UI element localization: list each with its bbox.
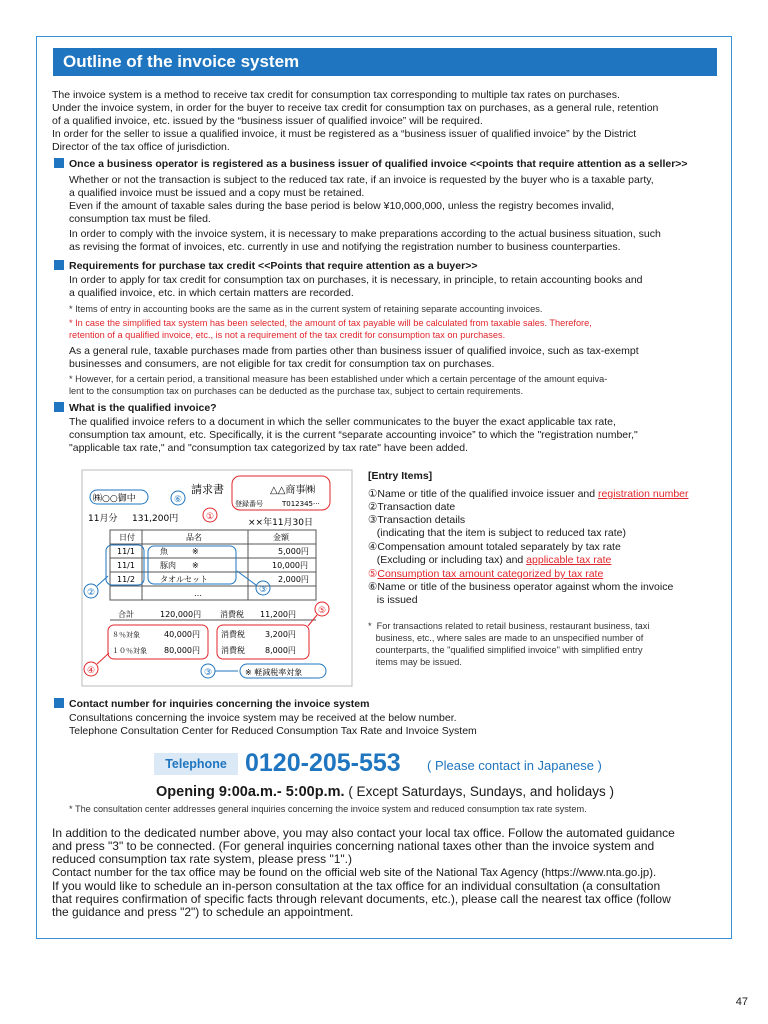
row-amount: 5,000円 — [278, 547, 309, 556]
r10-tax: 8,000円 — [265, 646, 296, 655]
telephone-number[interactable]: 0120-205-553 — [245, 749, 401, 777]
marker-3-label: ③ — [259, 585, 268, 595]
entry-item-1: ①Name or title of the qualified invoice issuer and registration number — [368, 488, 689, 500]
row-date: 11/2 — [117, 575, 135, 584]
sec2-note-red: * In case the simplified tax system has been selected, the amount of tax payable will be calculated from taxable sales. Therefore, — [69, 318, 592, 328]
telephone-label: Telephone — [154, 753, 238, 775]
row-item: タオルセット — [160, 575, 208, 584]
section-heading-qualified: What is the qualified invoice? — [54, 402, 217, 415]
contact-line: Telephone Consultation Center for Reduced Consumption Tax Rate and Invoice System — [69, 725, 477, 737]
r10-tax-label: 消費税 — [221, 646, 245, 655]
entry-note: items may be issued. — [368, 657, 462, 667]
intro-line: The invoice system is a method to receive tax credit for consumption tax corresponding to multiple tax rates on purchases. — [52, 89, 620, 101]
sum-tax: 11,200円 — [260, 610, 296, 619]
sec2-line: In order to apply for tax credit for consumption tax on purchases, it is necessary, in principle, to retain accounting books and — [69, 274, 643, 286]
closing-line: reduced consumption tax rate system, please press "1".) — [52, 852, 352, 866]
r10-label: １０％対象 — [112, 647, 147, 655]
marker-2-label: ② — [87, 588, 96, 598]
r8-amount: 40,000円 — [164, 630, 200, 639]
page-number: 47 — [735, 996, 748, 1008]
row-item: 豚肉 — [160, 561, 176, 570]
row-amount: 2,000円 — [278, 575, 309, 584]
intro-line: of a qualified invoice, etc. issued by the “business issuer of qualified invoice” will be required. — [52, 115, 483, 127]
closing-line: Contact number for the tax office may be found on the official web site of the National Tax Agency (https://www.nta.go.jp). — [52, 867, 657, 879]
invoice-total-top: 131,200円 — [132, 514, 179, 524]
invoice-recipient: ㈱○○御中 — [93, 494, 136, 504]
sec2-line: a qualified invoice, etc. in which certain matters are recorded. — [69, 287, 354, 299]
closing-line: In addition to the dedicated number above, you may also contact your local tax office. Follow the automated guidance — [52, 826, 675, 840]
r8-tax: 3,200円 — [265, 630, 296, 639]
telephone-note: ( Please contact in Japanese ) — [427, 758, 602, 773]
sec3-line: "applicable tax rate," and "consumption tax categorized by tax rate" have been added. — [69, 442, 468, 454]
row-amount: 10,000円 — [272, 561, 308, 570]
entry-item-5: ⑤Consumption tax amount categorized by tax rate — [368, 568, 604, 580]
entry-item-4: ④Compensation amount totaled separately by tax rate — [368, 541, 621, 553]
sec2-line: As a general rule, taxable purchases made from parties other than business issuer of qualified invoice, such as tax-exempt — [69, 345, 639, 357]
sec1-line: In order to comply with the invoice system, it is necessary to make preparations according to the actual business situation, such — [69, 228, 661, 240]
contact-line: Consultations concerning the invoice system may be received at the below number. — [69, 712, 457, 724]
row-item: 魚 — [160, 547, 168, 556]
row-ellipsis: … — [194, 589, 202, 598]
intro-line: In order for the seller to issue a qualified invoice, it must be registered as a “business issuer of qualified invoice” by the District — [52, 128, 637, 140]
center-note: * The consultation center addresses general inquiries concerning the invoice system and reduced consumption tax rate system. — [69, 804, 587, 814]
sec1-line: as revising the format of invoices, etc. currently in use and notifying the registration number to business counterparties. — [69, 241, 621, 253]
row-mark: ※ — [192, 561, 199, 570]
entry-note: * For transactions related to retail business, restaurant business, taxi — [368, 621, 650, 631]
closing-line: If you would like to schedule an in-person consultation at the tax office for an individual consultation (a consultation — [52, 879, 661, 893]
bullet-square-icon — [54, 402, 64, 412]
sum-label: 合計 — [118, 610, 134, 619]
section-heading-contact: Contact number for inquiries concerning the invoice system — [54, 698, 369, 711]
tax-label: 消費税 — [220, 610, 244, 619]
sec2-note-red: retention of a qualified invoice, etc., is not a requirement of the tax credit for consumption tax on purchases. — [69, 330, 506, 340]
sec2-note: lent to the consumption tax on purchases can be deducted as the purchase tax, subject to certain requirements. — [69, 386, 524, 396]
bullet-square-icon — [54, 158, 64, 168]
marker-6-label: ⑥ — [174, 495, 183, 505]
entry-item-2: ②Transaction date — [368, 501, 456, 513]
entry-note: business, etc., where sales are made to an unspecified number of — [368, 633, 644, 643]
invoice-illustration — [80, 468, 356, 690]
entry-item-3b: (indicating that the item is subject to reduced tax rate) — [368, 527, 626, 539]
row-mark: ※ — [192, 547, 199, 556]
page-title: Outline of the invoice system — [53, 48, 717, 76]
intro-line: Under the invoice system, in order for the buyer to receive tax credit for consumption tax on purchases, as a general rule, retention — [52, 102, 659, 114]
sec2-note: * However, for a certain period, a transitional measure has been established under which a certain percentage of the amount equiva- — [69, 374, 608, 384]
invoice-title: 請求書 — [191, 483, 224, 496]
invoice-reg-no: T012345··· — [282, 500, 320, 508]
sec2-line: businesses and consumers, are not eligible for tax credit for consumption tax on purchases. — [69, 358, 495, 370]
col-date: 日付 — [119, 533, 135, 542]
marker-1-label: ① — [206, 512, 215, 522]
r10-amount: 80,000円 — [164, 646, 200, 655]
closing-line: and press "3" to be connected. (For general inquiries concerning national taxes other than the invoice system and — [52, 839, 655, 853]
r8-tax-label: 消費税 — [221, 630, 245, 639]
opening-hours: Opening 9:00a.m.- 5:00p.m. ( Except Saturdays, Sundays, and holidays ) — [156, 784, 614, 800]
sec3-line: The qualified invoice refers to a document in which the seller communicates to the buyer the exact applicable tax rate, — [69, 416, 616, 428]
bullet-square-icon — [54, 698, 64, 708]
entry-item-6: ⑥Name or title of the business operator against whom the invoice — [368, 581, 674, 593]
intro-line: Director of the tax office of jurisdiction. — [52, 141, 230, 153]
row-date: 11/1 — [117, 561, 135, 570]
sec1-line: Even if the amount of taxable sales during the base period is below ¥10,000,000, unless the registry becomes invalid, — [69, 200, 615, 212]
closing-line: that requires confirmation of specific facts through relevant documents, etc.), please call the nearest tax office (follow — [52, 892, 671, 906]
sec1-line: Whether or not the transaction is subject to the reduced tax rate, if an invoice is requested by the buyer who is a taxable party, — [69, 174, 654, 186]
bullet-square-icon — [54, 260, 64, 270]
marker-3b-label: ③ — [204, 668, 213, 678]
section-heading-seller: Once a business operator is registered as a business issuer of qualified invoice <<points that require attention as a seller>> — [54, 158, 688, 171]
marker-5-label: ⑤ — [318, 606, 327, 616]
entry-item-4b: (Excluding or including tax) and applicable tax rate — [368, 554, 612, 566]
invoice-date: ××年11月30日 — [248, 518, 313, 528]
reduced-note: ※ 軽減税率対象 — [245, 668, 303, 677]
sec1-line: consumption tax must be filed. — [69, 213, 211, 225]
sec2-note: * Items of entry in accounting books are the same as in the current system of retaining separate accounting invoices. — [69, 304, 543, 314]
entry-item-6b: is issued — [368, 594, 418, 606]
entry-note: counterparts, the "qualified simplified invoice" with simplified entry — [368, 645, 643, 655]
col-amount: 金額 — [273, 533, 289, 542]
col-item: 品名 — [186, 533, 202, 542]
sum-amount: 120,000円 — [160, 610, 202, 619]
invoice-issuer: △△商事㈱ — [270, 485, 316, 496]
row-date: 11/1 — [117, 547, 135, 556]
section-heading-buyer: Requirements for purchase tax credit <<Points that require attention as a buyer>> — [54, 260, 477, 273]
sec3-line: consumption tax amount, etc. Specifically, it is the current “separate accounting invoice” to which the "registration number," — [69, 429, 638, 441]
sec1-line: a qualified invoice must be issued and a copy must be retained. — [69, 187, 365, 199]
entry-item-3: ③Transaction details — [368, 514, 466, 526]
invoice-period: 11月分 — [88, 514, 118, 524]
marker-4-label: ④ — [87, 666, 96, 676]
invoice-reg-label: 登録番号 — [235, 500, 263, 508]
closing-line: the guidance and press "2") to schedule an appointment. — [52, 905, 354, 919]
entry-heading: [Entry Items] — [368, 470, 433, 482]
r8-label: ８％対象 — [112, 631, 140, 639]
